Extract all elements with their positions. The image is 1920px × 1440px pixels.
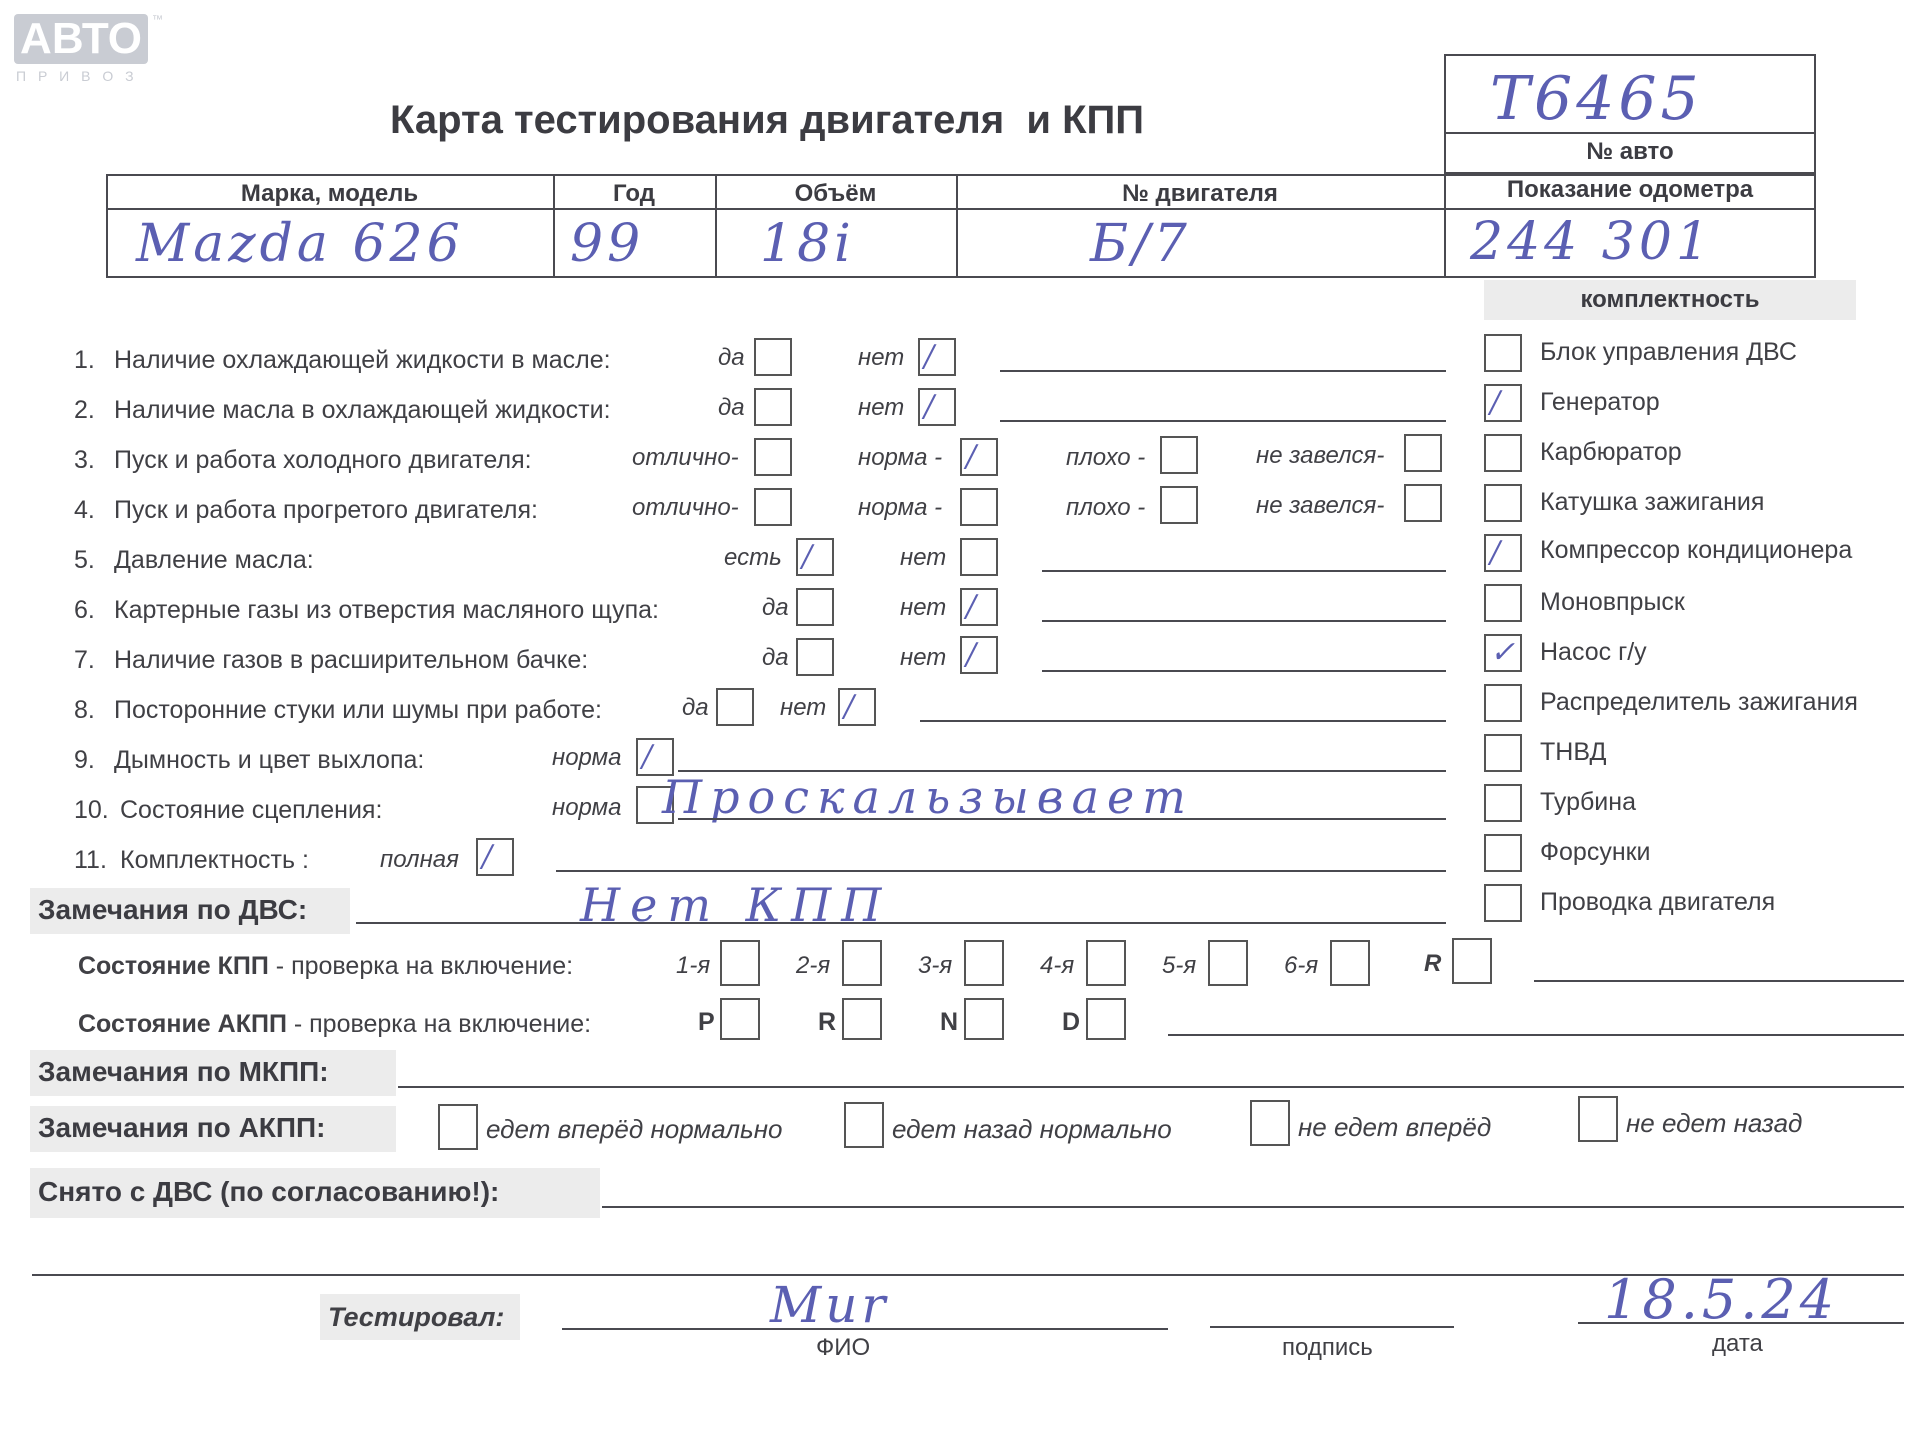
item-1-yes-checkbox[interactable] <box>754 338 792 376</box>
kit-checkbox-8[interactable] <box>1484 734 1522 772</box>
kit-item-9: Турбина <box>1540 788 1636 816</box>
check-mark: / <box>966 637 977 672</box>
kit-checkbox-0[interactable] <box>1484 334 1522 372</box>
kit-item-2: Карбюратор <box>1540 438 1682 466</box>
item-8-number: 8. <box>74 696 95 724</box>
gear-3-label: 3-я <box>918 952 953 979</box>
item-4-bad-checkbox[interactable] <box>1160 486 1198 524</box>
tested-signature: Mur <box>770 1276 890 1334</box>
item-6-opt-no: нет <box>900 594 947 621</box>
item-2-opt-no: нет <box>858 394 905 421</box>
header-model: Марка, модель <box>240 180 419 207</box>
gear-5-label: 5-я <box>1162 952 1197 979</box>
item-8-opt-no: нет <box>780 694 827 721</box>
item-3-opt-excellent: отлично- <box>632 444 739 471</box>
item-6-opt-yes: да <box>762 594 789 621</box>
remarks-dvs-label: Замечания по ДВС: <box>38 894 308 925</box>
gear-3-checkbox[interactable] <box>964 940 1004 986</box>
check-mark: / <box>482 839 493 874</box>
kit-item-4: Компрессор кондиционера <box>1540 536 1853 564</box>
item-1-opt-no: нет <box>858 344 905 371</box>
tested-date: 18.5.24 <box>1604 1268 1839 1331</box>
item-10-note: Проскальзывает <box>662 770 1194 824</box>
akpp-d-label: D <box>1062 1008 1081 1036</box>
gear-5-checkbox[interactable] <box>1208 940 1248 986</box>
header-odometer: Показание одометра <box>1506 176 1754 203</box>
check-mark: / <box>1490 535 1501 570</box>
item-7-no-checkbox[interactable] <box>960 636 998 674</box>
kit-item-10: Форсунки <box>1540 838 1651 866</box>
fio-label: ФИО <box>816 1334 871 1361</box>
item-9-number: 9. <box>74 746 95 774</box>
kit-item-5: Моновпрыск <box>1540 588 1685 616</box>
item-4-no-start-checkbox[interactable] <box>1404 484 1442 522</box>
item-3-normal-checkbox[interactable] <box>960 438 998 476</box>
gear-2-checkbox[interactable] <box>842 940 882 986</box>
value-model: Mazda 626 <box>136 214 464 274</box>
akpp-no-forward-checkbox[interactable] <box>1250 1100 1290 1146</box>
item-2-label: Наличие масла в охлаждающей жидкости: <box>114 396 611 424</box>
item-10-opt-normal: норма <box>552 794 622 821</box>
kpp-label: Состояние КПП - проверка на включение: <box>78 952 574 980</box>
item-5-number: 5. <box>74 546 95 574</box>
gear-6-label: 6-я <box>1284 952 1319 979</box>
item-6-label: Картерные газы из отверстия масляного щупа: <box>114 596 659 624</box>
akpp-label: Состояние АКПП - проверка на включение: <box>78 1010 592 1038</box>
item-1-opt-yes: да <box>718 344 745 371</box>
kit-checkbox-2[interactable] <box>1484 434 1522 472</box>
item-11-full-checkbox[interactable] <box>476 838 514 876</box>
akpp-d-checkbox[interactable] <box>1086 998 1126 1040</box>
remarks-akpp-label: Замечания по АКПП: <box>38 1112 326 1143</box>
gear-r-checkbox[interactable] <box>1452 938 1492 984</box>
item-8-label: Посторонние стуки или шумы при работе: <box>114 696 602 724</box>
car-number-label: № авто <box>1586 138 1674 165</box>
kit-item-0: Блок управления ДВС <box>1540 338 1797 366</box>
item-3-opt-normal: норма - <box>858 444 943 471</box>
item-6-yes-checkbox[interactable] <box>796 588 834 626</box>
item-11-number: 11. <box>74 846 107 874</box>
item-9-opt-normal: норма <box>552 744 622 771</box>
kit-checkbox-3[interactable] <box>1484 484 1522 522</box>
kit-checkbox-9[interactable] <box>1484 784 1522 822</box>
header-engine-no: № двигателя <box>1122 180 1278 207</box>
remarks-dvs-value: Нет КПП <box>580 878 892 932</box>
item-2-opt-yes: да <box>718 394 745 421</box>
item-8-yes-checkbox[interactable] <box>716 688 754 726</box>
kit-checkbox-6[interactable] <box>1484 634 1522 672</box>
page-title: Карта тестирования двигателя и КПП <box>390 98 1145 142</box>
item-2-yes-checkbox[interactable] <box>754 388 792 426</box>
item-7-opt-yes: да <box>762 644 789 671</box>
kit-checkbox-5[interactable] <box>1484 584 1522 622</box>
akpp-r-checkbox[interactable] <box>842 998 882 1040</box>
check-mark: / <box>642 739 653 774</box>
item-6-number: 6. <box>74 596 95 624</box>
value-engine-no: Б/7 <box>1090 214 1191 274</box>
check-mark: / <box>1490 385 1501 420</box>
value-year: 99 <box>570 214 645 274</box>
value-odometer: 244 301 <box>1470 212 1714 272</box>
tested-label: Тестировал: <box>328 1302 505 1332</box>
akpp-forward-ok-label: едет вперёд нормально <box>486 1114 783 1144</box>
item-7-opt-no: нет <box>900 644 947 671</box>
kit-item-7: Распределитель зажигания <box>1540 688 1858 716</box>
kit-item-1: Генератор <box>1540 388 1660 416</box>
akpp-backward-ok-label: едет назад нормально <box>892 1114 1172 1144</box>
check-mark: / <box>844 689 855 724</box>
akpp-p-checkbox[interactable] <box>720 998 760 1040</box>
value-volume: 18i <box>760 214 855 274</box>
item-7-label: Наличие газов в расширительном бачке: <box>114 646 589 674</box>
logo-sub: П Р И В О З <box>16 68 138 84</box>
sign-label: подпись <box>1282 1334 1373 1361</box>
gear-2-label: 2-я <box>796 952 831 979</box>
item-6-no-checkbox[interactable] <box>960 588 998 626</box>
check-mark: / <box>966 589 977 624</box>
akpp-no-backward-checkbox[interactable] <box>1578 1096 1618 1142</box>
item-8-no-checkbox[interactable] <box>838 688 876 726</box>
check-mark: / <box>924 339 935 374</box>
item-3-excellent-checkbox[interactable] <box>754 438 792 476</box>
item-5-opt-no: нет <box>900 544 947 571</box>
akpp-backward-ok-checkbox[interactable] <box>844 1102 884 1148</box>
item-11-label: Комплектность : <box>120 846 309 874</box>
item-3-no-start-checkbox[interactable] <box>1404 434 1442 472</box>
gear-6-checkbox[interactable] <box>1330 940 1370 986</box>
kit-checkbox-11[interactable] <box>1484 884 1522 922</box>
kit-checkbox-7[interactable] <box>1484 684 1522 722</box>
kit-checkbox-1[interactable] <box>1484 384 1522 422</box>
check-mark: ✓ <box>1490 635 1516 670</box>
item-1-label: Наличие охлаждающей жидкости в масле: <box>114 346 611 374</box>
logo-main: АВТО <box>14 14 148 64</box>
gear-4-checkbox[interactable] <box>1086 940 1126 986</box>
item-4-opt-no-start: не завелся- <box>1256 492 1385 519</box>
akpp-r-label: R <box>818 1008 837 1036</box>
check-mark: / <box>966 439 977 474</box>
akpp-n-label: N <box>940 1008 959 1036</box>
item-3-number: 3. <box>74 446 95 474</box>
gear-r-label: R <box>1424 950 1442 977</box>
gear-1-checkbox[interactable] <box>720 940 760 986</box>
item-4-number: 4. <box>74 496 95 524</box>
item-4-excellent-checkbox[interactable] <box>754 488 792 526</box>
item-10-label: Состояние сцепления: <box>120 796 383 824</box>
item-4-label: Пуск и работа прогретого двигателя: <box>114 496 538 524</box>
item-5-no-checkbox[interactable] <box>960 538 998 576</box>
logo-tm: ™ <box>152 14 163 26</box>
item-1-number: 1. <box>74 346 95 374</box>
akpp-p-label: P <box>698 1008 715 1036</box>
item-8-opt-yes: да <box>682 694 709 721</box>
remarks-mkpp-label: Замечания по МКПП: <box>38 1056 329 1087</box>
item-7-yes-checkbox[interactable] <box>796 638 834 676</box>
akpp-no-backward-label: не едет назад <box>1626 1108 1803 1138</box>
item-3-opt-no-start: не завелся- <box>1256 442 1385 469</box>
item-7-number: 7. <box>74 646 95 674</box>
kit-checkbox-4[interactable] <box>1484 534 1522 572</box>
item-4-opt-bad: плохо - <box>1066 494 1146 521</box>
check-mark: / <box>924 389 935 424</box>
item-1-no-checkbox[interactable] <box>918 338 956 376</box>
akpp-no-forward-label: не едет вперёд <box>1298 1112 1492 1142</box>
item-4-normal-checkbox[interactable] <box>960 488 998 526</box>
item-4-opt-normal: норма - <box>858 494 943 521</box>
item-5-label: Давление масла: <box>114 546 314 574</box>
kit-checkbox-10[interactable] <box>1484 834 1522 872</box>
item-4-opt-excellent: отлично- <box>632 494 739 521</box>
item-3-label: Пуск и работа холодного двигателя: <box>114 446 532 474</box>
item-9-label: Дымность и цвет выхлопа: <box>114 746 425 774</box>
kit-title: комплектность <box>1580 286 1760 313</box>
kit-item-3: Катушка зажигания <box>1540 488 1765 516</box>
header-year: Год <box>613 180 655 207</box>
item-3-opt-bad: плохо - <box>1066 444 1146 471</box>
kit-item-8: ТНВД <box>1540 738 1607 766</box>
item-10-number: 10. <box>74 796 109 824</box>
header-volume: Объём <box>794 180 877 207</box>
kit-item-11: Проводка двигателя <box>1540 888 1776 916</box>
akpp-forward-ok-checkbox[interactable] <box>438 1104 478 1150</box>
date-label: дата <box>1712 1330 1763 1357</box>
item-5-opt-yes: есть <box>724 544 782 571</box>
check-mark: / <box>802 539 813 574</box>
car-number-value: T6465 <box>1490 64 1703 134</box>
item-2-number: 2. <box>74 396 95 424</box>
akpp-n-checkbox[interactable] <box>964 998 1004 1040</box>
removed-label: Снято с ДВС (по согласованию!): <box>38 1176 500 1207</box>
gear-1-label: 1-я <box>676 952 711 979</box>
item-2-no-checkbox[interactable] <box>918 388 956 426</box>
item-11-opt-full: полная <box>380 846 459 873</box>
logo <box>14 14 163 84</box>
kit-item-6: Насос г/у <box>1540 638 1647 666</box>
item-3-bad-checkbox[interactable] <box>1160 436 1198 474</box>
item-5-yes-checkbox[interactable] <box>796 538 834 576</box>
gear-4-label: 4-я <box>1040 952 1075 979</box>
